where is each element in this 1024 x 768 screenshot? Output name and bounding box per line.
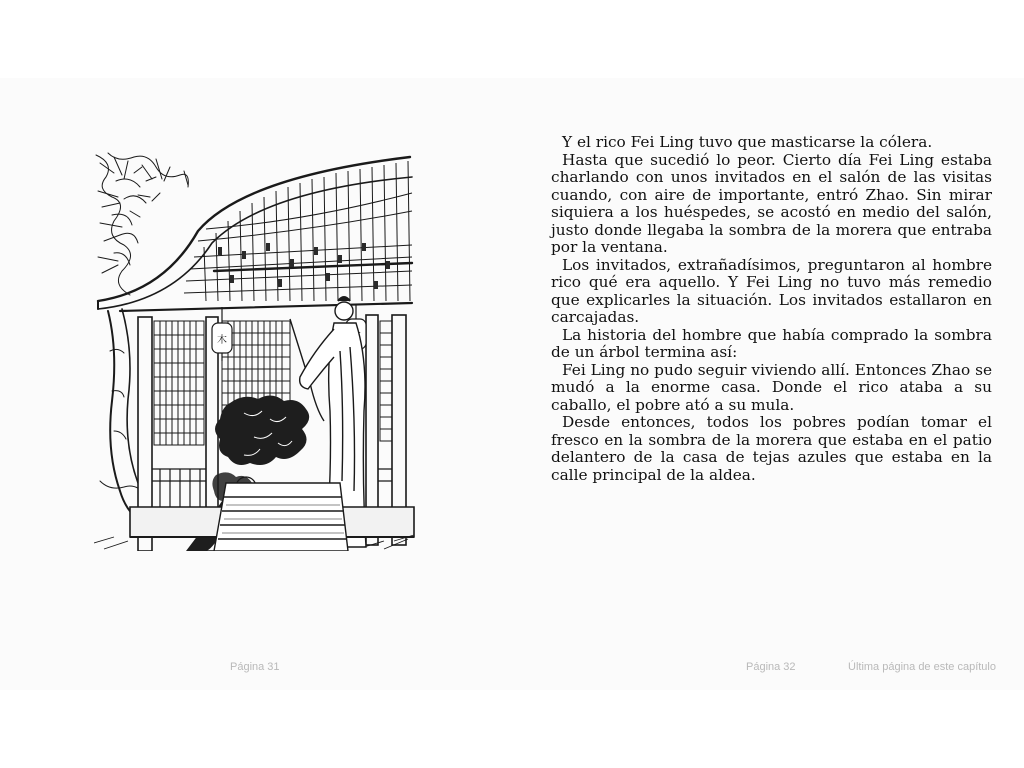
page-number-left: Página 31	[230, 661, 280, 673]
right-page[interactable]	[512, 78, 1024, 690]
story-text	[551, 134, 992, 484]
paragraph: Desde entonces, todos los pobres podían tomar el fresco en la sombra de la morera que estaba en el patio delantero de la casa de tejas azules que estaba en la calle principal de la aldea.	[551, 413, 992, 484]
page-number-right: Página 32	[746, 661, 796, 673]
paragraph: Los invitados, extrañadísimos, preguntaron al hombre rico qué era aquello. Y Fei Ling no tuvo más remedio que explicarles la situación. Los invitados estallaron en carcajadas.	[551, 255, 992, 326]
svg-text:⽊: ⽊	[217, 335, 227, 346]
paragraph: Hasta que sucedió lo peor. Cierto día Fei Ling estaba charlando con unos invitados en el salón de las visitas cuando, con aire de importante, entró Zhao. Sin mirar siquiera a los huéspedes, se acostó en medio del salón, justo donde llegaba la sombra de la morera que entraba por la ventana.	[551, 150, 992, 256]
house-illustration	[94, 151, 418, 551]
paragraph: Fei Ling no pudo seguir viviendo allí. Entonces Zhao se mudó a la enorme casa. Donde el rico ataba a su caballo, el pobre ató a su mula.	[551, 360, 992, 414]
tree-foliage	[96, 153, 188, 295]
chapter-end-note: Última página de este capítulo	[848, 661, 996, 673]
paragraph: Y el rico Fei Ling tuvo que masticarse la cólera.	[562, 133, 933, 151]
left-page[interactable]	[0, 78, 512, 690]
paragraph: La historia del hombre que había comprado la sombra de un árbol termina así:	[551, 325, 992, 361]
page-spread	[0, 78, 1024, 690]
